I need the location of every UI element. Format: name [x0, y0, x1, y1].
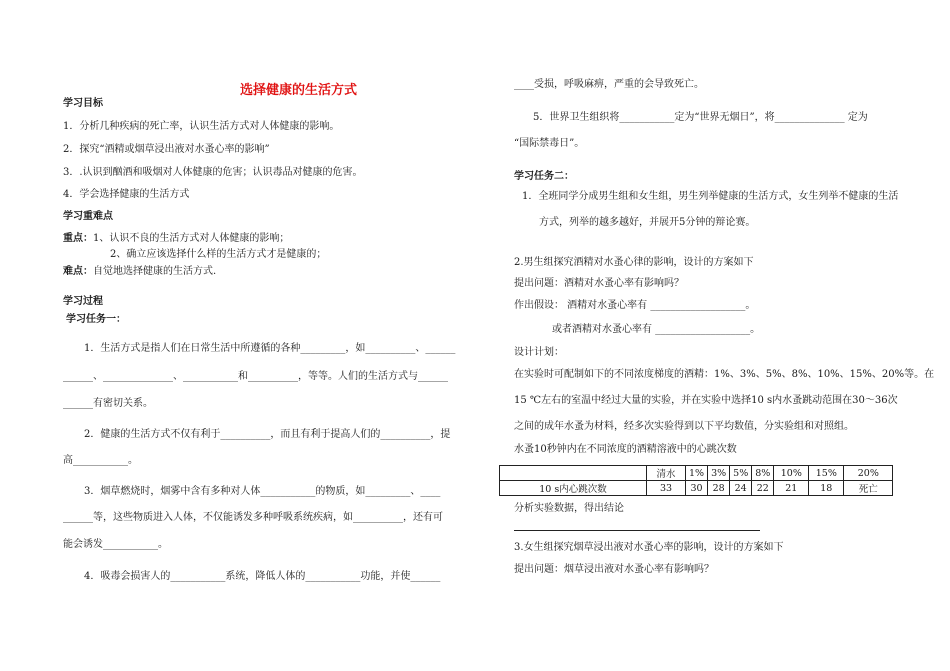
q5-line-2: “国际禁毒日”。 [514, 138, 585, 149]
q1-line-1: 1．生活方式是指人们在日常生活中所遵循的各种_________，如__________、______ [84, 343, 456, 354]
objectives-heading: 学习目标 [63, 98, 103, 109]
table-cell: 30 [686, 481, 708, 496]
q3-line-1: 3．烟草燃烧时，烟雾中含有多种对人体___________的物质，如_________、____ [84, 486, 441, 497]
table-cell: 28 [708, 481, 730, 496]
page-title: 选择健康的生活方式 [240, 83, 358, 98]
table-cell: 33 [647, 481, 686, 496]
q2-line-1: 2．健康的生活方式不仅有利于__________，而且有利于提高人们的__________，提 [84, 429, 451, 440]
keypoints-heading: 学习重难点 [63, 211, 113, 222]
plan-line-3: 之间的成年水蚤为材料，经多次实验得到以下平均数值，分实验组和对照组。 [514, 421, 854, 432]
analyze-prompt: 分析实验数据，得出结论 [514, 503, 624, 514]
q2-line-2: 高___________。 [63, 455, 138, 466]
difficulty [63, 266, 216, 278]
q4-line-1: 4．吸毒会损害人的___________系统，降低人体的___________功能，并使______ [84, 571, 441, 582]
heartbeat-table [499, 465, 893, 496]
q3-line-2: ______等，这些物质进入人体，不仅能诱发多种呼吸系统疾病，如__________，还有可 [63, 512, 443, 523]
table-cell: 5% [730, 466, 752, 481]
q3-line-3: 能会诱发___________。 [63, 539, 168, 550]
table-header-row [500, 466, 893, 481]
objective-2: 2．探究“酒精或烟草浸出液对水蚤心率的影响” [63, 144, 270, 155]
table-cell: 死亡 [844, 481, 893, 496]
table-cell: 1% [686, 466, 708, 481]
q5-line-1: 5．世界卫生组织将___________定为“世界无烟日”，将______________ 定为 [533, 112, 868, 123]
objective-4: 4．学会选择健康的生活方式 [63, 189, 190, 200]
table-cell [500, 466, 647, 481]
table-cell: 18 [809, 481, 844, 496]
table-cell: 清水 [647, 466, 686, 481]
table-cell: 3% [708, 466, 730, 481]
ask-question: 提出问题：酒精对水蚤心率有影响吗？ [514, 278, 684, 289]
key-label: 重点： [63, 233, 93, 244]
table-cell: 10% [774, 466, 809, 481]
hypothesis-2: 或者酒精对水蚤心率有 ___________________。 [552, 324, 761, 335]
task3-question: 提出问题：烟草浸出液对水蚤心率有影响吗？ [514, 564, 714, 575]
table-cell: 15% [809, 466, 844, 481]
key-point-1-text: 1、认识不良的生活方式对人体健康的影响； [93, 233, 290, 244]
process-heading: 学习过程 [63, 296, 103, 307]
hypothesis-1: 作出假设： 酒精对水蚤心率有 ___________________。 [514, 300, 756, 311]
q1-line-2: ______、______________、___________和__________，等等。人们的生活方式与______ [63, 371, 448, 382]
task2-item2: 2.男生组探究酒精对水蚤心律的影响，设计的方案如下 [514, 257, 754, 268]
task2-item1-line1: 1．全班同学分成男生组和女生组，男生列举健康的生活方式，女生列举不健康的生活 [522, 191, 899, 202]
task1-heading: 学习任务一： [66, 314, 126, 325]
key-point-2: 2、确立应该选择什么样的生活方式才是健康的； [110, 249, 327, 260]
plan-line-2: 15 ℃左右的室温中经过大量的实验，并在实验中选择10 s内水蚤跳动范围在30～36次 [514, 395, 898, 406]
task2-item1-line2: 方式，列举的越多越好，并展开5分钟的辩论赛。 [539, 217, 756, 228]
table-cell: 10 s内心跳次数 [500, 481, 647, 496]
table-cell: 20% [844, 466, 893, 481]
q1-line-3: ______有密切关系。 [63, 398, 153, 409]
table-cell: 22 [752, 481, 774, 496]
task2-heading: 学习任务二： [514, 171, 574, 182]
q4-line-2: ____受损，呼吸麻痹，严重的会导致死亡。 [514, 79, 704, 90]
key-point-1 [63, 233, 289, 245]
table-row [500, 481, 893, 496]
table-cell: 8% [752, 466, 774, 481]
difficulty-label: 难点： [63, 266, 93, 277]
task3: 3.女生组探究烟草浸出液对水蚤心率的影响，设计的方案如下 [514, 542, 784, 553]
difficulty-text: 自觉地选择健康的生活方式. [93, 266, 217, 277]
plan-label: 设计计划： [514, 347, 564, 358]
objective-1: 1．分析几种疾病的死亡率，认识生活方式对人体健康的影响。 [63, 121, 340, 132]
table-caption: 水蚤10秒钟内在不同浓度的酒精溶液中的心跳次数 [514, 444, 737, 455]
plan-line-1: 在实验时可配制如下的不同浓度梯度的酒精：1%、3%、5%、8%、10%、15%、20%等。在 [514, 369, 935, 380]
conclusion-blank-line [514, 530, 760, 531]
objective-3: 3．.认识到酗酒和吸烟对人体健康的危害；认识毒品对健康的危害。 [63, 167, 363, 178]
table-cell: 21 [774, 481, 809, 496]
table-cell: 24 [730, 481, 752, 496]
